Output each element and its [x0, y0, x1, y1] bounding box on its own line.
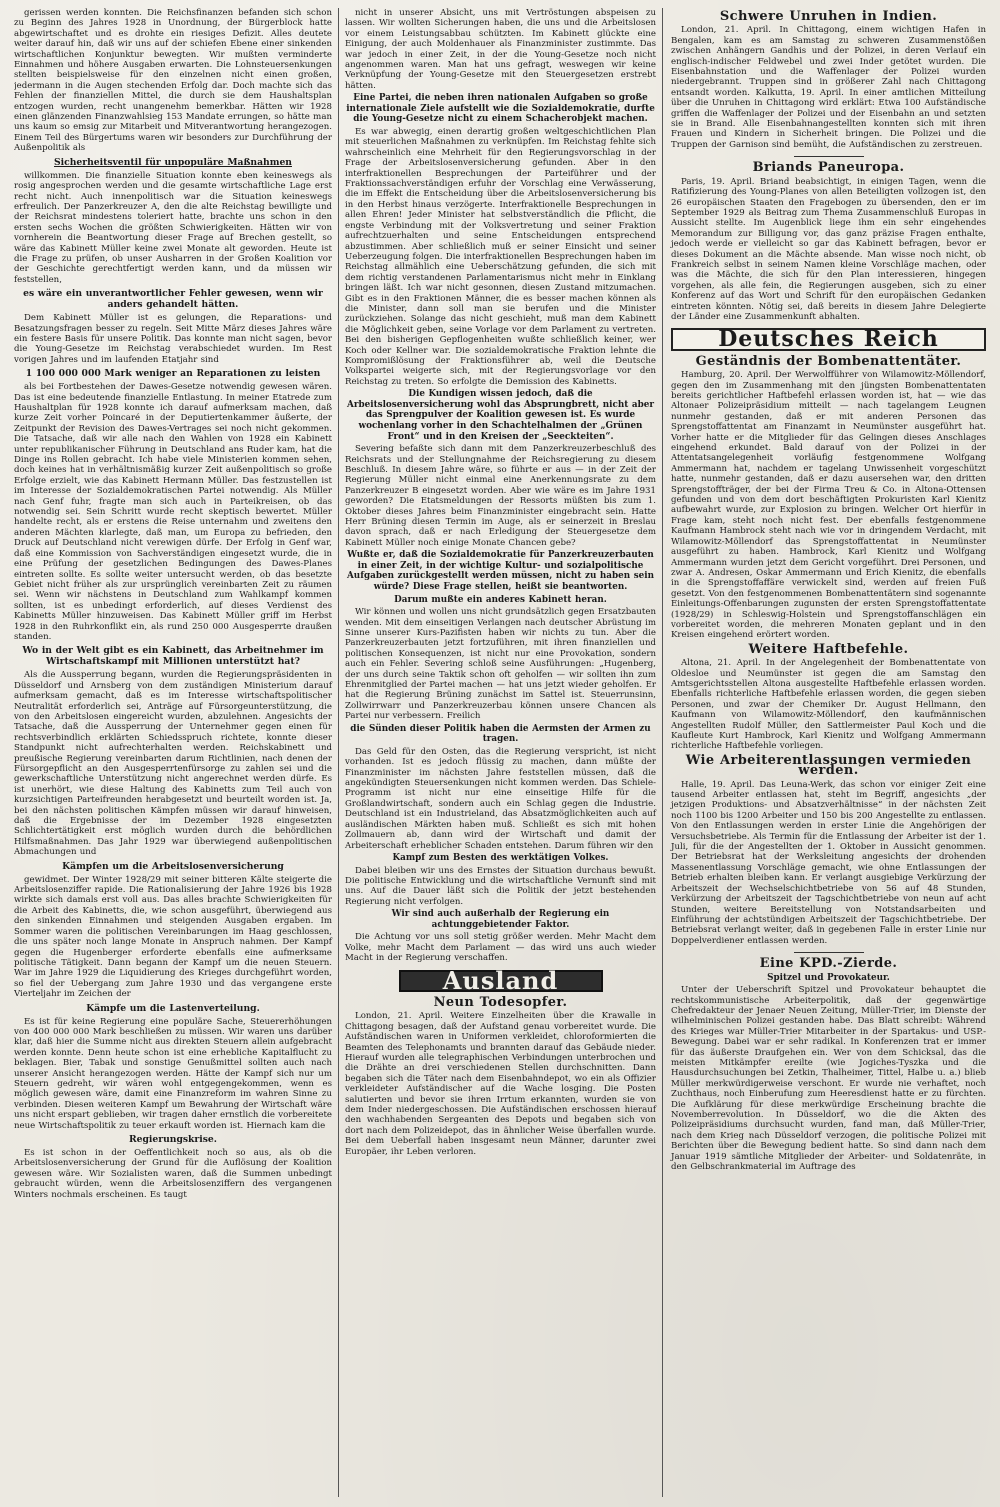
article-paragraph: gewidmet. Der Winter 1928/29 mit seiner bitteren Kälte steigerte die Arbeitslosenziffer rapide. Die Rationalisierung der Jahre 1926 bis 1928 wirkte sich damals erst voll aus. Das alles brachte Schwierigkeiten für die Arbeit des Kabinetts, die, wie schon ausgeführt, überwiegend aus den sinkenden Einnahmen und steigenden Ausgaben ergaben. Im Sommer waren die politischen Vereinbarungen im Haag geschlossen, die uns später noch lange Monate in Anspruch nahmen. Der Kampf gegen die Hugenberger erforderte ebenfalls eine aufmerksame politische Tätigkeit. Dann begann der Kampf um die neuen Steuern. War im Jahre 1929 die Liquidierung des Krieges durchgeführt worden, so fiel der Uebergang zum Jahre 1930 und das vergangene erste Vierteljahr im Zeichen der	[14, 874, 332, 1000]
article-headline: Eine KPD.-Zierde.	[759, 956, 898, 972]
column-right	[662, 8, 986, 1497]
divider	[794, 952, 864, 953]
article-paragraph: Dem Kabinett Müller ist es gelungen, die Reparations- und Besatzungsfragen besser zu regeln. Seit Mitte März dieses Jahres wäre ein festere Basis für unsere Politik. Das konnte man nicht sagen, bevor die Young-Gesetze im Reichstag verabschiedet wurden. Im Rest vorigen Jahres und im laufenden Etatjahr sind	[14, 313, 332, 365]
subheading: Wußte er, daß die Sozialdemokratie für Panzerkreuzerbauten in einer Zeit, in der wichtige Kultur- und sozialpolitische Aufgaben zurückgestellt werden müssen, nicht zu haben sein würde? Diese Frage stellen, heißt sie beantworten.	[346, 550, 654, 592]
article-paragraph: Paris, 19. April. Briand beabsichtigt, in einigen Tagen, wenn die Ratifizierung des Young-Planes von allen Beteiligten vollzogen ist, den 26 europäischen Staaten den Fragebogen zu übersenden, den er im September 1929 als Beitrag zum Thema Zusammenschluß Europas in Aussicht stellte. Im Augenblick liege ihm ein sehr eingehendes Memorandum zur Billigung vor, das ganz präzise Fragen enthalte, jedoch werde er vielleicht so gar das Kabinett befragen, bevor er dieses Dokument an die Mächte absende. Man wisse noch nicht, ob Frankreich selbst in seinem Namen kleine Vorschläge machen, oder was die Mächte, die sich für den Plan interessieren, hingegen vorgehen, als alle fein, die Regierungen ausgeben, sich zu einer Konferenz auf das Wort und Schrift für den europäischen Gedanken eintreten könnten. Nötig sei, daß bereits in diesem Jahre Delegierte der Länder eine Zusammenkunft abhalten.	[671, 176, 986, 322]
article-paragraph: Unter der Ueberschrift Spitzel und Provokateur behauptet die rechtskommunistische Arbeiterpolitik, daß der gegenwärtige Chefredakteur der Jenaer Neuen Zeitung, Müller-Trier, im Dienste der wilhelminischen Polizei gestanden habe. Das Blatt schreibt: Während des Krieges war Müller-Trier Mitarbeiter in der Spartakus- und USP.-Bewegung. Dabei war er sehr radikal. In Konferenzen trat er immer für das äußerste Draufgehen ein. Wer von dem Schicksal, das die meisten Mitkämpfer ereilte (wie Jogiches-Tyszka und die Hausdurchsuchungen bei Zetkin, Thalheimer, Tittel, Halbe u. a.) blieb Müller merkwürdigerweise verschont. Er wurde nie verhaftet, noch Zuchthaus, noch Einberufung zum Heeresdienst hatte er zu fürchten. Die Aufklärung für diese merkwürdige Erscheinung brachte die Novemberrevolution. In Düsseldorf, wo die die Akten des Polizeipräsidiums durchsucht wurden, fand man, daß Müller-Trier, nach dem Krieg nach Düsseldorf verzogen, die politische Polizei mit Berichten über die Bewegung bedient hatte. So sind dann nach dem Januar 1919 sämtliche Mitglieder der Arbeiter- und Soldatenräte, in den Gelbschrankmaterial im Auftrage des	[671, 985, 986, 1173]
article-paragraph: Altona, 21. April. In der Angelegenheit der Bombenattentate von Oldesloe und Neumünster ist gegen die am Samstag den Amtsgerichtsstellen Altona ausgestellte Haftbefehle erlassen worden. Ebenfalls richterliche Haftbefehle erlassen worden, die gegen sieben Personen, und zwar der Chemiker Dr. August Hellmann, den Kaufmann von Wilamowitz-Möllendorf, den kaufmännischen Angestellten Rudolf Müller, den Sattlermeister Paul Koch und die Kaufleute Kurt Hambrock, Karl Kienitz und Wolfgang Ammermann richterliche Haftbefehle vorliegen.	[671, 658, 986, 752]
article-paragraph: Wir können und wollen uns nicht grundsätzlich gegen Ersatzbauten wenden. Mit dem einseitigen Verlangen nach deutscher Abrüstung im Sinne unserer Kurs-Pazifisten haben wir nichts zu tun. Aber die Panzerkreuzerbauten jetzt fortzuführen, mit ihren finanziellen und politischen Konsequenzen, ist nicht nur eine Provokation, sondern auch ein Fehler. Severing schloß seine Ausführungen: „Hugenberg, der uns durch seine Taktik schon oft geholfen — wir sollten ihn zum Ehrenmitglied der Partei machen — hat uns jetzt wieder geholfen. Er hat die Regierung Brüning zunächst im Sattel ist. Steuerrunsinn, Zollwirrwarr und Panzerkreuzerbau können unsere Chancen als Partei nur verbessern. Freilich	[345, 607, 656, 722]
subheading: Wir sind auch außerhalb der Regierung ein achtunggebietender Faktor.	[391, 909, 610, 930]
subheading: Kämpfen um die Arbeitslosenversicherung	[62, 860, 284, 872]
article-paragraph: als bei Fortbestehen der Dawes-Gesetze notwendig gewesen wären. Das ist eine bedeutende finanzielle Entlastung. In meiner Etatrede zum Haushaltplan für 1928 konnte ich darauf aufmerksam machen, daß kurze Zeit vorher Poincaré in der Deputiertenkammer äußerte, der Zeitpunkt der Revision des Dawes-Vertrages sei noch nicht gekommen. Die Tatsache, daß wir alle nach den Wahlen von 1928 ein Kabinett unter republikanischer Führung in Deutschland ans Ruder kam, hat die Dinge ins Rollen gebracht. Ich habe viele Ministerien kommen sehen, doch keines hat in verhältnismäßig kurzer Zeit außenpolitisch so große Erfolge erzielt, wie das Kabinett Hermann Müller. Das festzustellen ist im Interesse der Sozialdemokratischen Partei notwendig. Als Müller nach Genf fuhr, fragte man sich auch in Parteikreisen, ob das notwendig sei. Sein Schritt wurde recht skeptisch bewertet. Müller handelte recht, als er erstens die Reise unternahm und zweitens den anderen Mächten klarlegte, daß man, um Europa zu befrieden, den Druck auf Deutschland nicht verewigen dürfe. Der Erfolg in Genf war, daß eine Kommission von Sachverständigen eingesetzt wurde, die in eine Prüfung der gesetzlichen Bedingungen des Dawes-Planes eintreten sollte. Es sollte weiter untersucht werden, ob das besetzte Gebiet nicht früher als zur ursprünglich vereinbarten Zeit zu räumen sei. Wenn wir nächstens in Deutschland zum Wahlkampf kommen sollten, ist es unbedingt erforderlich, auf dieses Verdienst des Kabinetts Müller hinzuweisen. Das Kabinett Müller griff im Herbst 1928 in den Ruhrkonflikt ein, als rund 250 000 Ausgesperrte draußen standen.	[14, 382, 332, 642]
column-left	[14, 8, 338, 1497]
subheading: Eine Partei, die neben ihren nationalen Aufgaben so große internationale Ziele aufstellt wie die Sozialdemokratie, durfte die Young-Gesetze nicht zu einem Schacherobjekt machen.	[346, 93, 655, 125]
article-paragraph: Hamburg, 20. April. Der Werwolfführer von Wilamowitz-Möllendorf, gegen den im Zusammenhang mit den jüngsten Bombenattentaten bereits gerichtlicher Haftbefehl erlassen worden ist, hat — wie das Altonaer Polizeipräsidium mitteilt — nach tagelangem Leugnen nunmehr gestanden, daß er mit anderen Personen das Sprengstoffattentat am Finanzamt in Neumünster ausgeführt hat. Vorher hatte er die Mitglieder für das Gelingen dieses Anschlages eingehend erkundet. Bald darauf von der Polizei in der Attentatsangelegenheit vorläufig festgenommene Wolfgang Ammermann hat, nachdem er tagelang Unwissenheit vorgeschützt hatte, nunmehr gestanden, daß er dazu ausersehen war, den dritten Sprengstoffträger, der bei der Firma Treu & Co. in Altona-Ottensen gefunden und von dem dort beschäftigten Prokuristen Karl Kienitz aufbewahrt wurde, zur Explosion zu bringen. Welcher Ort hierfür in Frage kam, steht noch nicht fest. Der ebenfalls festgenommene Kaufmann Hambrock steht nach wie vor in dringendem Verdacht, mit Wilamowitz-Möllendorf das Sprengstoffattentat in Neumünster ausgeführt zu haben. Hambrock, Karl Kienitz und Wolfgang Ammermann wurden jetzt dem Gericht vorgeführt. Drei Personen, und zwar A. Andresen, Oskar Ammermann und Erich Kienitz, die ebenfalls in die Sprengstoffaffäre verwickelt sind, werden auf freien Fuß gesetzt. Von den festgenommenen Bombenattentätern sind sogenannte Einleitungs-Offenbarungen zugunsten der ersten Sprengstoffattentate (1928/29) in Schleswig-Holstein und Sprengstoffanschlägen ein vorbereitet worden, die mehreren Monaten geplant und in den Kreisen eingehend erörtert worden.	[671, 370, 986, 641]
subheading: die Sünden dieser Politik haben die Aermsten der Armen zu tragen.	[350, 723, 651, 745]
subheading: 1 100 000 000 Mark weniger an Reparationen zu leisten	[25, 368, 321, 380]
article-headline: Briands Paneuropa.	[752, 160, 905, 176]
article-headline: Weitere Haftbefehle.	[748, 641, 909, 657]
article-headline: Neun Todesopfer.	[433, 994, 568, 1010]
subheading: Darum mußte ein anderes Kabinett heran.	[394, 594, 607, 605]
article-headline: Schwere Unruhen in Indien.	[719, 9, 938, 24]
subheading: Spitzel und Provokateur.	[767, 972, 890, 983]
article-paragraph: Als die Aussperrung begann, wurden die Regierungspräsidenten in Düsseldorf und Arnsberg von dem zuständigen Ministerium darauf aufmerksam gemacht, daß es im Interesse wirtschaftspolitischer Neutralität erforderlich sei, Anträge auf Fürsorgeunterstützung, die von den Arbeitslosen eingereicht wurden, abzulehnen. Angesichts der Tatsache, daß die Aussperrung der Unternehmer gegen einen für rechtsverbindlich erklärten Schiedsspruch richtete, konnte dieser Standpunkt nicht aufrechterhalten werden. Reichskabinett und preußische Regierung vereinbarten darum Richtlinien, nach denen der Fürsorgepflicht an den Ausgesperrtenfürsorge zu zahlen sei und die gewerkschaftliche Unterstützung nicht angerechnet werden dürfe. Es ist unerhört, wie diese Haltung des Kabinetts zum Teil auch von kurzsichtigen Parteifreunden herabgesetzt und beurteilt worden ist. Ja, bei den nächsten politischen Kämpfen müssen wir darauf hinweisen, daß die Ergebnisse der im Dezember 1928 eingesetzten Schlichtertätigkeit erst möglich wurden durch die behördlichen Hilfsmaßnahmen. Das Jahr 1929 war überwiegend außenpolitischen Abmachungen und	[14, 670, 332, 858]
article-paragraph: Dabei bleiben wir uns des Ernstes der Situation durchaus bewußt. Die politische Entwicklung und die wirtschaftliche Vernunft sind mit uns. Auf die Dauer läßt sich die Politik der jetzt bestehenden Regierung nicht verfolgen.	[345, 865, 656, 907]
section-banner-ausland: Ausland	[399, 970, 603, 992]
article-paragraph: London, 21. April. Weitere Einzelheiten über die Krawalle in Chittagong besagen, daß der Aufstand genau vorbereitet wurde. Die Aufständischen waren in Uniformen verkleidet, chloroformierten die Beamten des Telephonamts und brannten darauf das Gebäude nieder. Hierauf wurden alle telegraphischen Verbindungen unterbrochen und die Drähte an drei verschiedenen Stellen durchschnitten. Dann begaben sich die Täter nach dem Eisenbahndepot, wo ein als Offizier verkleideter Aufständischer auf die Wache losging. Die Posten salutierten und bevor sie ihren Irrtum erkannten, wurden sie von dem Inder niedergeschossen. Die Aufständischen erschossen hierauf den wachhabenden Sergeanten des Depots und begaben sich von dort nach dem Polizeidepot, das in ähnlicher Weise überfallen wurde. Bei dem Ueberfall haben insgesamt neun Männer, darunter zwei Europäer, ihr Leben verloren.	[345, 1011, 656, 1157]
article-paragraph: nicht in unserer Absicht, uns mit Vertröstungen abspeisen zu lassen. Wir wollten Sicherungen haben, die uns und die Arbeitslosen vor einem Leistungsabbau schützten. Im Kabinett glückte eine Einigung, der auch Moldenhauer als Finanzminister zustimmte. Das war jedoch in einer Zeit, in der die Young-Gesetze noch nicht angenommen waren. Man hat uns gefragt, weswegen wir keine Verknüpfung der Young-Gesetze mit den Steuergesetzen erstrebt hätten.	[345, 8, 656, 91]
column-middle	[338, 8, 662, 1497]
article-headline: Geständnis der Bombenattentäter.	[695, 353, 962, 369]
subheading: Kämpfe um die Lastenverteilung.	[86, 1002, 260, 1014]
article-paragraph: Es ist für keine Regierung eine populäre Sache, Steuererhöhungen von 400 000 000 Mark beschließen zu müssen. Wir waren uns darüber klar, daß hier die Summe nicht aus direkten Steuern allein aufgebracht werden konnte. Denn heute schon ist eine erhebliche Kapitalflucht zu beklagen. Bier, Tabak und sonstige Genußmittel sollten auch nach unserer Ansicht herangezogen werden. Hätte der Kampf sich nur um Steuern gedreht, wir wären wohl entgegengekommen, wenn es möglich gewesen wäre, damit eine Finanzreform im wahren Sinne zu verbinden. Diesen weiteren Kampf um Bewahrung der Wirtschaft wäre uns nicht erspart geblieben, wir tragen daher ernstlich die vorbereitete neue Wirtschaftspolitik zu teuer erkauft worden ist. Hiernach kam die	[14, 1016, 332, 1131]
subheading: Die Kundigen wissen jedoch, daß die Arbeitslosenversicherung wohl das Absprungbrett, nicht aber das Sprengpulver der Koalition gewesen ist. Es wurde wochenlang vorher in den Schachtelhalmen der „Grünen Front“ und in den Kreisen der „Seeckteiten“.	[347, 389, 654, 442]
article-paragraph: Die Achtung vor uns soll stetig größer werden. Mehr Macht dem Volke, mehr Macht dem Parlament — das wird uns auch wieder Macht in der Regierung verschaffen.	[345, 932, 656, 964]
subheading: Sicherheitsventil für unpopuläre Maßnahmen	[54, 156, 292, 168]
article-paragraph: Halle, 19. April. Das Leuna-Werk, das schon vor einiger Zeit eine tausend Arbeiter entlassen hat, steht im Begriff, angesichts „der jetzigen Produktions- und Absatzverhältnisse“ in der nächsten Zeit noch 1100 bis 1200 Arbeiter und 150 bis 200 Angestellte zu entlassen. Von den Entlassungen werden in erster Linie die Angehörigen der Versuchsbetriebe. Als Termin für die Entlassung der Arbeiter ist der 1. Juli, für die der Angestellten der 1. Oktober in Aussicht genommen. Der Betriebsrat hat der Werksleitung angesichts der drohenden Massenentlassung Vorschläge gemacht, wie ohne Entlassungen der Betrieb erhalten bleiben kann. Er verlangt ausgiebige Verkürzung der Arbeitszeit der Wechselschichtbetriebe von 56 auf 48 Stunden, Verkürzung der Arbeitszeit der Tagschichtbetriebe von neun auf acht Stunden, weitere Bereitstellung von Notstandsarbeiten und Einführung der achtstündigen Arbeitszeit der Tagschichtbetriebe. Der Betriebsrat verlangt weiter, daß in gegebenen Falle in erster Linie nur Doppelverdiener entlassen werden.	[671, 779, 986, 946]
article-paragraph: Severing befaßte sich dann mit dem Panzerkreuzerbeschluß des Reichsrats und der Stellungnahme der Reichsregierung zu diesem Beschluß. In diesem Jahre wäre, so führte er aus — in der Zeit der Regierung Müller nicht einmal eine Anerkennungsrate zu dem Panzerkreuzer B eingesetzt worden. Aber wie wäre es im Jahre 1931 geworden? Die Etatsmeldungen der Ressorts müßten bis zum 1. Oktober dieses Jahres beim Finanzminister eingebracht sein. Hatte Herr Brüning diesen Termin im Auge, als er seinerzeit in Breslau davon sprach, daß er nach Erledigung der Steuergesetze dem Kabinett Müller noch einige Monate Chancen gebe?	[345, 444, 656, 548]
article-paragraph: Das Geld für den Osten, das die Regierung verspricht, ist nicht vorhanden. Ist es jedoch flüssig zu machen, dann müßte der Finanzminister im nächsten Jahre feststellen müssen, daß die angekündigten Steuersenkungen nicht kommen werden. Das Schiele-Programm ist nicht nur eine einseitige Hilfe für die Großlandwirtschaft, sondern auch ein Schlag gegen die Industrie. Deutschland ist ein Industrieland, das Absatzmöglichkeiten auch auf ausländischen Märkten haben muß. Schließt es sich mit hohen Zollmauern ab, dann wird der Wirtschaft und damit der Arbeiterschaft erheblicher Schaden entstehen. Darum führen wir den	[345, 746, 656, 851]
article-paragraph: Es war abwegig, einen derartig großen weltgeschichtlichen Plan mit steuerlichen Maßnahmen zu verknüpfen. Im Reichstag fehlte sich wahrscheinlich eine Mehrheit für den Regierungsvorschlag in der Frage der Arbeitslosenversicherung gefunden. Aber in den interfraktionellen Besprechungen der Parteiführer und der Fraktionssachverständigen erfuhr der Vorschlag eine Verwässerung, die im Effekt die Entscheidung über die Arbeitslosenversicherung bis in den Herbst hinaus verzögerte. Interfraktionelle Besprechungen in allen Ehren! Jeder Minister hat selbstverständlich die Pflicht, die engste Verbindung mit der Volksvertretung und seiner Fraktion aufrechtzuerhalten und seine Entscheidungen entsprechend abzustimmen. Aber schließlich muß er seiner Einsicht und seiner Ueberzeugung folgen. Die interfraktionellen Besprechungen haben im Reichstag allmählich eine Ueberschätzung gefunden, die sich mit dem richtig verstandenen Parlamentarismus nicht mehr in Einklang bringen läßt. Ich war nicht gesonnen, diesen Zustand mitzumachen. Gibt es in den Fraktionen Männer, die es besser machen können als die Minister, dann soll man sie berufen und die Minister zurückziehen. Solange das nicht geschieht, muß man dem Kabinett die Möglichkeit geben, seine Vorlage vor dem Parlament zu vertreten. Bei den bisherigen Gepflogenheiten wußte schließlich keiner, wer Koch oder Kellner war. Die sozialdemokratische Fraktion lehnte die Kompromißlösung der Fraktionsführer ab, weil die Deutsche Volkspartei weigerte sich, mit der Regierungsvorlage vor den Reichstag zu treten. So erfolgte die Demission des Kabinetts.	[345, 127, 656, 387]
subheading: Wo in der Welt gibt es ein Kabinett, das Arbeitnehmer im Wirtschaftskampf mit Millionen unterstützt hat?	[22, 645, 324, 668]
article-paragraph: gerissen werden konnten. Die Reichsfinanzen befanden sich schon zu Beginn des Jahres 1928 in Unordnung, der Bürgerblock hatte abgewirtschaftet und es drohte ein riesiges Defizit. Alles deutete weiter darauf hin, daß wir uns auf der schiefen Ebene einer sinkenden wirtschaftlichen Konjunktur bewegten. Wir mußten verminderte Einnahmen und höhere Ausgaben erwarten. Die Lohnsteuersenkungen stellten beispielsweise für den einzelnen nicht einen großen, jedermann in die Augen stechenden Erfolg dar. Doch machte sich das Fehlen der finanziellen Mittel, die durch sie dem Haushaltsplan entzogen wurden, recht unangenehm bemerkbar. Hätten wir 1928 einen glänzenden Finanzwahlsieg 153 Mandate errungen, so hätte man uns kaum so emsig zur Mitarbeit und Mitverantwortung herangezogen. Einem Teil des Bürgertums waren wir besonders zur Durchführung der Außenpolitik als	[14, 8, 332, 154]
article-paragraph: London, 21. April. In Chittagong, einem wichtigen Hafen in Bengalen, kam es am Samstag zu schweren Zusammenstößen zwischen Anhängern Gandhis und der Polizei, in deren Verlauf ein englisch-indischer Feldwebel und zwei Inder getötet wurden. Die Eisenbahnstation und die Waffenlager der Polizei wurden niedergebrannt. Truppen sind in größerer Zahl nach Chittagong entsandt worden. Kalkutta, 19. April. In einer amtlichen Mitteilung über die Unruhen in Chittagong wird erklärt: Etwa 100 Aufständische griffen die Waffenlager der Polizei und der Eisenbahn an und setzten sie in Brand. Alle Eisenbahnangestellten konnten sich mit ihren Frauen und Kindern in Sicherheit bringen. Die Polizei und die Truppen der Garnison sind bemüht, die Aufständischen zu zerstreuen.	[671, 25, 986, 150]
divider	[794, 156, 864, 157]
subheading: es wäre ein unverantwortlicher Fehler gewesen, wenn wir anders gehandelt hätten.	[23, 288, 323, 311]
article-paragraph: Es ist schon in der Oeffentlichkeit noch so aus, als ob die Arbeitslosenversicherung der Grund für die Auflösung der Koalition gewesen wäre. Wir Sozialisten waren, daß die Summen unbedingt gebraucht würden, wenn die Arbeitslosenziffern des vergangenen Winters nochmals erscheinen. Es taugt	[14, 1148, 332, 1200]
section-banner-deutsches-reich: Deutsches Reich	[671, 328, 986, 350]
subheading: Regierungskrise.	[129, 1134, 217, 1145]
article-headline: Wie Arbeiterentlassungen vermieden werden.	[685, 752, 972, 779]
subheading: Kampf zum Besten des werktätigen Volkes.	[392, 852, 609, 863]
article-paragraph: willkommen. Die finanzielle Situation konnte eben keineswegs als rosig angesprochen werden und die gesamte wirtschaftliche Lage erst recht nicht. Auch innenpolitisch war die Situation keineswegs erfreulich. Der Panzerkreuzer A, den die alte Reichstag bewilligte und der Reichsrat mindestens toleriert hatte, brachte uns schon in den ersten sechs Wochen die größten Schwierigkeiten. Hätten wir von vornherein die Beantwortung dieser Frage auf Brechen gestellt, so wäre das Kabinett Müller keine zwei Monate alt geworden. Heute ist die Frage zu prüfen, ob unser Ausharren in der Großen Koalition vor der Geschichte gerechtfertigt werden kann, und da müssen wir feststellen,	[14, 170, 332, 285]
